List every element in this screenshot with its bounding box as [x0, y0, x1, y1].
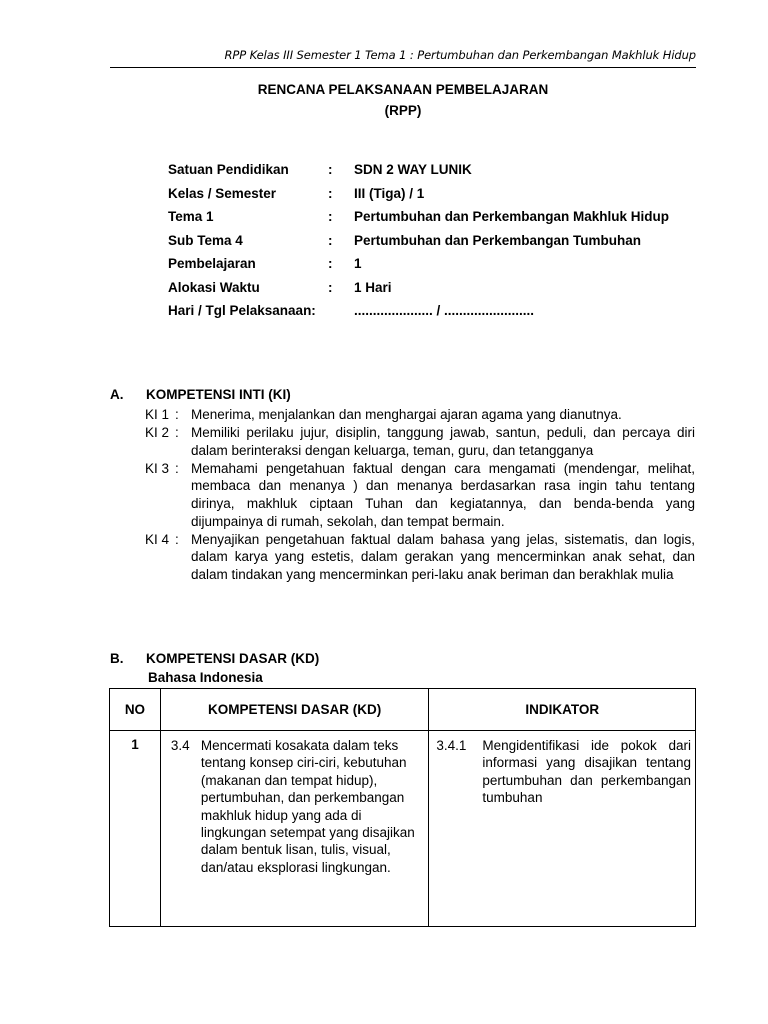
running-header-prefix: RPP Kelas III Semester 1 Tema 1 :: [224, 48, 414, 62]
identity-label: Kelas / Semester: [168, 185, 277, 201]
identity-colon: :: [328, 256, 333, 271]
ki-item: [145, 406, 695, 424]
document-title-line2: (RPP): [384, 103, 422, 118]
ki-colon: :: [175, 531, 179, 547]
cell-no: 1: [110, 731, 161, 927]
ki-colon: :: [175, 460, 179, 476]
ki-item: [145, 424, 695, 459]
kd-table-header-row: [110, 689, 696, 731]
ki-code: KI 1: [145, 407, 170, 422]
cell-kd: [160, 731, 429, 927]
column-header-indikator: INDIKATOR: [429, 689, 696, 731]
document-title-line1: RENCANA PELAKSANAAN PEMBELAJARAN: [257, 82, 549, 97]
identity-label: Alokasi Waktu: [168, 279, 260, 295]
ki-item: [145, 531, 695, 584]
column-header-no: NO: [110, 689, 161, 731]
table-row: [110, 731, 696, 927]
indicator-number: 3.4.1: [436, 738, 467, 753]
identity-value: 1 Hari: [354, 279, 392, 295]
section-b-heading: [110, 651, 319, 666]
ki-list: [145, 406, 695, 584]
ki-text: Menerima, menjalankan dan menghargai ajaran agama yang dianutnya.: [191, 407, 622, 422]
identity-colon: :: [328, 162, 333, 177]
identity-value: SDN 2 WAY LUNIK: [354, 162, 472, 177]
identity-label: Hari / Tgl Pelaksanaan:: [168, 303, 316, 318]
ki-text: Memiliki perilaku jujur, disiplin, tanggung jawab, santun, peduli, dan percaya diri dalam berinteraksi dengan keluarga, teman, guru, dan tetangganya: [191, 425, 695, 458]
document-title: [110, 79, 696, 121]
identity-label: Sub Tema 4: [168, 232, 243, 248]
section-b-letter: B.: [110, 651, 124, 666]
identity-row-subtema: [168, 232, 708, 249]
ki-code: KI 4: [145, 531, 170, 547]
identity-row-satuan: [168, 161, 708, 178]
section-a-title: KOMPETENSI INTI (KI): [146, 387, 291, 402]
cell-indikator: [429, 731, 696, 927]
kd-entry: [171, 737, 423, 876]
identity-block: [168, 161, 708, 326]
section-b-title: KOMPETENSI DASAR (KD): [146, 651, 320, 666]
section-a-letter: A.: [110, 387, 124, 402]
identity-value: 1: [354, 256, 362, 271]
ki-text: Menyajikan pengetahuan faktual dalam bahasa yang jelas, sistematis, dan logis, dalam karya yang estetis, dalam gerakan yang mencerminkan anak sehat, dan dalam tindakan yang mencerminkan peri-laku anak beriman dan berakhlak mulia: [191, 531, 695, 582]
identity-label: Tema 1: [168, 209, 214, 224]
running-header: [110, 48, 696, 62]
identity-value: Pertumbuhan dan Perkembangan Makhluk Hidup: [354, 209, 670, 224]
identity-row-alokasi: [168, 279, 708, 296]
identity-row-tema: [168, 208, 708, 225]
identity-row-kelas: [168, 185, 708, 202]
identity-row-hari: [168, 302, 708, 319]
identity-value: III (Tiga) / 1: [354, 185, 425, 201]
identity-row-pembelajaran: [168, 255, 708, 272]
kd-number: 3.4: [170, 738, 190, 753]
ki-code: KI 3: [145, 460, 170, 476]
indicator-entry: [436, 737, 691, 807]
subject-label: Bahasa Indonesia: [148, 670, 263, 685]
column-header-kd: KOMPETENSI DASAR (KD): [160, 689, 429, 731]
identity-colon: :: [328, 185, 333, 201]
identity-value: Pertumbuhan dan Perkembangan Tumbuhan: [354, 232, 642, 248]
kd-table: [109, 688, 696, 927]
kd-text: Mencermati kosakata dalam teks tentang konsep ciri-ciri, kebutuhan (makanan dan tempat hidup), pertumbuhan, dan perkembangan makhluk hidup yang ada di lingkungan setempat yang disajikan dalam bentuk lisan, tulis, visual, dan/atau eksplorasi lingkungan.: [200, 738, 415, 875]
indicator-text: Mengidentifikasi ide pokok dari informasi yang disajikan tentang pertumbuhan dan perkembangan tumbuhan: [482, 738, 691, 806]
ki-item: [145, 460, 695, 530]
identity-label: Satuan Pendidikan: [168, 162, 289, 177]
identity-label: Pembelajaran: [168, 256, 256, 271]
ki-code: KI 2: [145, 425, 170, 441]
header-divider: [110, 67, 696, 68]
ki-text: Memahami pengetahuan faktual dengan cara mengamati (mendengar, melihat, membaca dan menanya ) dan menanya berdasarkan rasa ingin tahu tentang dirinya, makhluk ciptaan Tuhan dan kegiatannya, dan benda-benda yang dijumpainya di rumah, sekolah, dan tempat bermain.: [191, 460, 695, 529]
ki-colon: :: [175, 407, 179, 422]
section-a-heading: [110, 387, 291, 402]
identity-value: ..................... / ........................: [354, 303, 535, 318]
ki-colon: :: [175, 425, 179, 441]
identity-colon: :: [328, 209, 333, 224]
identity-colon: :: [328, 279, 333, 295]
running-header-theme: Pertumbuhan dan Perkembangan Makhluk Hidup: [417, 48, 696, 62]
identity-colon: :: [328, 232, 333, 248]
